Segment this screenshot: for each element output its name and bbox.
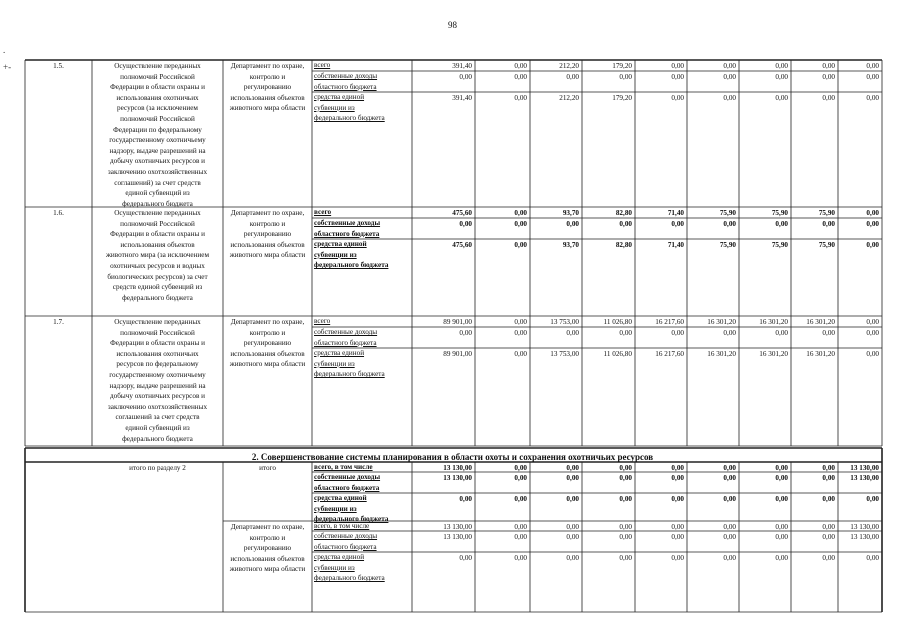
value-cell: 212,20 <box>559 61 579 70</box>
value-cell: 93,70 <box>562 208 579 217</box>
value-cell: 0,00 <box>619 219 632 228</box>
margin-mark-dot: . <box>3 45 6 55</box>
measure-description: Федерации в области охраны и <box>110 339 205 348</box>
funding-source: федерального бюджета <box>314 515 389 524</box>
value-cell: 0,00 <box>822 532 835 541</box>
measure-description: федерального бюджета <box>122 199 193 208</box>
executor: контролю и <box>249 72 286 81</box>
value-cell: 0,00 <box>566 219 579 228</box>
value-cell: 71,40 <box>667 208 684 217</box>
value-cell: 391,40 <box>452 93 472 102</box>
executor: контролю и <box>249 533 286 542</box>
value-cell: 0,00 <box>822 93 835 102</box>
value-cell: 0,00 <box>775 61 788 70</box>
value-cell: 0,00 <box>459 72 472 81</box>
value-cell: 0,00 <box>514 349 527 358</box>
funding-source: средства единой <box>314 494 367 502</box>
value-cell: 75,90 <box>771 208 788 217</box>
value-cell: 179,20 <box>612 93 632 102</box>
measure-description: надзору, выдаче разрешений на <box>109 381 206 390</box>
measure-description: Федерации в области охраны и <box>110 230 205 239</box>
value-cell: 16 301,20 <box>707 317 736 326</box>
value-cell: 0,00 <box>514 208 527 217</box>
funding-source: областного бюджета <box>314 82 377 91</box>
value-cell: 0,00 <box>723 72 736 81</box>
page-number: 98 <box>448 20 457 30</box>
funding-source: субвенции из <box>314 250 357 259</box>
value-cell: 11 026,80 <box>603 317 632 326</box>
value-cell: 0,00 <box>866 553 879 562</box>
value-cell: 0,00 <box>514 494 527 503</box>
executor: регулированию <box>243 230 292 239</box>
measure-description: добычу охотничьих ресурсов и <box>109 157 205 166</box>
value-cell: 0,00 <box>723 553 736 562</box>
value-cell: 13 130,00 <box>443 463 472 472</box>
value-cell: 0,00 <box>723 219 736 228</box>
value-cell: 0,00 <box>822 494 835 503</box>
funding-source: собственные доходы <box>314 473 381 481</box>
funding-source: средства единой <box>314 93 365 101</box>
row-number: 1.7. <box>53 318 64 326</box>
value-cell: 0,00 <box>619 553 632 562</box>
measure-description: федерального бюджета <box>122 434 193 443</box>
funding-source: федерального бюджета <box>314 370 385 379</box>
funding-source: всего <box>314 208 332 216</box>
funding-source: субвенции из <box>314 103 355 112</box>
measure-description: использования охотничьих <box>116 93 199 102</box>
value-cell: 13 130,00 <box>850 463 879 472</box>
funding-source: субвенции из <box>314 359 355 368</box>
value-cell: 0,00 <box>775 473 788 482</box>
value-cell: 0,00 <box>866 317 879 326</box>
funding-source: субвенции из <box>314 504 357 513</box>
value-cell: 0,00 <box>671 494 684 503</box>
value-cell: 0,00 <box>822 522 835 531</box>
funding-source: федерального бюджета <box>314 261 389 270</box>
value-cell: 0,00 <box>514 93 527 102</box>
row-number: 1.6. <box>53 209 64 217</box>
value-cell: 0,00 <box>514 61 527 70</box>
funding-source: областного бюджета <box>314 229 380 238</box>
funding-source: собственные доходы <box>314 532 378 540</box>
value-cell: 0,00 <box>459 553 472 562</box>
value-cell: 0,00 <box>723 532 736 541</box>
value-cell: 0,00 <box>866 240 879 249</box>
value-cell: 89 901,00 <box>443 349 472 358</box>
value-cell: 16 301,20 <box>806 349 835 358</box>
value-cell: 0,00 <box>566 522 579 531</box>
value-cell: 75,90 <box>818 208 835 217</box>
value-cell: 0,00 <box>619 328 632 337</box>
margin-mark-dash: +- <box>3 62 12 72</box>
funding-source: собственные доходы <box>314 328 378 336</box>
executor: Департамент по охране, <box>230 62 305 70</box>
measure-description: средств единой субвенций из <box>112 283 203 292</box>
value-cell: 0,00 <box>822 553 835 562</box>
measure-description: использования объектов <box>120 240 195 249</box>
value-cell: 0,00 <box>566 72 579 81</box>
executor: животного мира области <box>229 565 306 574</box>
value-cell: 13 130,00 <box>443 532 472 541</box>
value-cell: 16 301,20 <box>759 317 788 326</box>
funding-source: всего, в том числе <box>314 463 373 471</box>
value-cell: 0,00 <box>775 219 788 228</box>
value-cell: 0,00 <box>866 208 879 217</box>
measure-description: ресурсов (за исключением <box>117 104 198 113</box>
value-cell: 13 130,00 <box>850 532 879 541</box>
value-cell: 0,00 <box>671 219 684 228</box>
measure-description: Осуществление переданных <box>114 62 201 70</box>
measure-description: государственному охотничьему <box>109 136 206 145</box>
value-cell: 71,40 <box>667 240 684 249</box>
measure-description: животного мира (за исключением <box>105 251 210 260</box>
value-cell: 16 217,60 <box>655 349 684 358</box>
value-cell: 0,00 <box>775 328 788 337</box>
value-cell: 0,00 <box>775 522 788 531</box>
measure-description: единой субвенций из <box>125 189 190 198</box>
measure-description: соглашений за счет средств <box>115 413 200 422</box>
value-cell: 75,90 <box>771 240 788 249</box>
value-cell: 0,00 <box>723 463 736 472</box>
value-cell: 0,00 <box>514 532 527 541</box>
measure-description: полномочий Российской <box>120 72 195 81</box>
row-number: 1.5. <box>53 62 64 70</box>
value-cell: 0,00 <box>566 553 579 562</box>
value-cell: 75,90 <box>818 240 835 249</box>
value-cell: 0,00 <box>671 93 684 102</box>
value-cell: 0,00 <box>866 349 879 358</box>
value-cell: 0,00 <box>459 328 472 337</box>
value-cell: 0,00 <box>514 219 527 228</box>
executor: животного мира области <box>229 104 306 113</box>
value-cell: 13 130,00 <box>850 473 879 482</box>
value-cell: 0,00 <box>619 463 632 472</box>
funding-source: всего <box>314 317 331 325</box>
value-cell: 0,00 <box>514 317 527 326</box>
value-cell: 16 217,60 <box>655 317 684 326</box>
funding-source: федерального бюджета <box>314 114 385 123</box>
measure-description: заключению охотхозяйственных <box>107 402 208 411</box>
value-cell: 0,00 <box>619 473 632 482</box>
executor: Департамент по охране, <box>230 523 305 531</box>
executor: Департамент по охране, <box>230 209 305 217</box>
executor: контролю и <box>249 219 286 228</box>
executor: Департамент по охране, <box>230 318 305 326</box>
value-cell: 82,80 <box>615 240 632 249</box>
funding-source: средства единой <box>314 349 365 357</box>
measure-description: использования охотничьих <box>116 349 199 358</box>
value-cell: 0,00 <box>671 72 684 81</box>
value-cell: 0,00 <box>514 522 527 531</box>
value-cell: 0,00 <box>514 463 527 472</box>
value-cell: 11 026,80 <box>603 349 632 358</box>
value-cell: 0,00 <box>866 93 879 102</box>
measure-description: Осуществление переданных <box>114 318 201 326</box>
executor: использования объектов <box>230 240 305 249</box>
value-cell: 0,00 <box>775 93 788 102</box>
funding-source: областного бюджета <box>314 542 377 551</box>
value-cell: 0,00 <box>866 219 879 228</box>
value-cell: 0,00 <box>514 473 527 482</box>
value-cell: 0,00 <box>566 328 579 337</box>
value-cell: 16 301,20 <box>707 349 736 358</box>
value-cell: 0,00 <box>514 553 527 562</box>
value-cell: 0,00 <box>514 328 527 337</box>
value-cell: 0,00 <box>866 72 879 81</box>
value-cell: 0,00 <box>775 532 788 541</box>
executor: контролю и <box>249 328 286 337</box>
value-cell: 0,00 <box>619 72 632 81</box>
executor: использования объектов <box>230 554 305 563</box>
value-cell: 0,00 <box>671 473 684 482</box>
value-cell: 82,80 <box>615 208 632 217</box>
value-cell: 0,00 <box>514 72 527 81</box>
value-cell: 0,00 <box>671 463 684 472</box>
executor: использования объектов <box>230 349 305 358</box>
value-cell: 0,00 <box>723 93 736 102</box>
value-cell: 0,00 <box>459 219 472 228</box>
measure-description: Федерации по федеральному <box>113 125 202 134</box>
value-cell: 0,00 <box>723 61 736 70</box>
value-cell: 13 753,00 <box>550 349 579 358</box>
value-cell: 0,00 <box>723 522 736 531</box>
executor: регулированию <box>243 339 292 348</box>
executor: использования объектов <box>230 93 305 102</box>
measure-description: полномочий Российской <box>120 219 195 228</box>
value-cell: 391,40 <box>452 61 472 70</box>
section-total-label: итого по разделу 2 <box>129 464 186 472</box>
value-cell: 0,00 <box>566 532 579 541</box>
value-cell: 0,00 <box>822 463 835 472</box>
value-cell: 93,70 <box>562 240 579 249</box>
value-cell: 0,00 <box>822 72 835 81</box>
value-cell: 0,00 <box>566 463 579 472</box>
funding-source: субвенции из <box>314 563 355 572</box>
value-cell: 0,00 <box>866 61 879 70</box>
funding-source: собственные доходы <box>314 72 378 80</box>
funding-source: всего <box>314 61 331 69</box>
funding-source: федерального бюджета <box>314 574 385 583</box>
measure-description: полномочий Российской <box>120 328 195 337</box>
measure-description: федерального бюджета <box>122 293 193 302</box>
value-cell: 75,90 <box>719 240 736 249</box>
funding-source: областного бюджета <box>314 338 377 347</box>
value-cell: 0,00 <box>822 328 835 337</box>
funding-source: средства единой <box>314 240 367 248</box>
value-cell: 0,00 <box>775 463 788 472</box>
value-cell: 0,00 <box>723 473 736 482</box>
value-cell: 0,00 <box>671 61 684 70</box>
measure-description: охотничьих ресурсов и водных <box>110 262 205 270</box>
value-cell: 13 753,00 <box>550 317 579 326</box>
value-cell: 475,60 <box>452 208 472 217</box>
value-cell: 0,00 <box>671 553 684 562</box>
value-cell: 0,00 <box>619 494 632 503</box>
value-cell: 13 130,00 <box>850 522 879 531</box>
value-cell: 0,00 <box>822 219 835 228</box>
value-cell: 0,00 <box>671 522 684 531</box>
measure-description: заключению охотхозяйственных <box>107 168 208 176</box>
executor: регулированию <box>243 83 292 92</box>
value-cell: 0,00 <box>775 494 788 503</box>
value-cell: 0,00 <box>619 532 632 541</box>
funding-source: всего, в том числе <box>314 522 370 530</box>
value-cell: 89 901,00 <box>443 317 472 326</box>
funding-source: областного бюджета <box>314 483 380 492</box>
value-cell: 0,00 <box>459 494 472 503</box>
value-cell: 0,00 <box>866 494 879 503</box>
value-cell: 13 130,00 <box>443 522 472 531</box>
value-cell: 0,00 <box>514 240 527 249</box>
measure-description: соглашений) за счет средств <box>114 178 201 187</box>
value-cell: 16 301,20 <box>806 317 835 326</box>
executor: регулированию <box>243 544 292 553</box>
value-cell: 75,90 <box>719 208 736 217</box>
value-cell: 0,00 <box>775 553 788 562</box>
value-cell: 0,00 <box>671 328 684 337</box>
funding-source: собственные доходы <box>314 219 381 227</box>
measure-description: биологических ресурсов) за счет <box>107 272 208 281</box>
measure-description: надзору, выдаче разрешений на <box>109 146 206 155</box>
value-cell: 0,00 <box>566 494 579 503</box>
value-cell: 179,20 <box>612 61 632 70</box>
value-cell: 0,00 <box>619 522 632 531</box>
value-cell: 0,00 <box>775 72 788 81</box>
measure-description: государственному охотничьему <box>109 371 206 379</box>
funding-source: средства единой <box>314 553 365 561</box>
value-cell: 0,00 <box>566 473 579 482</box>
value-cell: 212,20 <box>559 93 579 102</box>
measure-description: ресурсов по федеральному <box>116 360 199 369</box>
measure-description: полномочий Российской <box>120 115 195 123</box>
measure-description: Федерации в области охраны и <box>110 83 205 92</box>
value-cell: 0,00 <box>822 473 835 482</box>
measure-description: Осуществление переданных <box>114 209 201 217</box>
value-cell: 16 301,20 <box>759 349 788 358</box>
value-cell: 0,00 <box>723 328 736 337</box>
total-executor: итого <box>259 464 276 472</box>
measure-description: единой субвенций из <box>125 424 190 432</box>
section-2-title: 2. Совершенствование системы планирования в области охоты и сохранения охотничьих ресурсов <box>251 452 654 462</box>
executor: животного мира области <box>229 360 306 369</box>
value-cell: 0,00 <box>671 532 684 541</box>
value-cell: 13 130,00 <box>443 473 472 482</box>
measure-description: добычу охотничьих ресурсов и <box>109 392 205 401</box>
value-cell: 0,00 <box>723 494 736 503</box>
value-cell: 0,00 <box>866 328 879 337</box>
value-cell: 475,60 <box>452 240 472 249</box>
value-cell: 0,00 <box>822 61 835 70</box>
executor: животного мира области <box>229 251 306 260</box>
